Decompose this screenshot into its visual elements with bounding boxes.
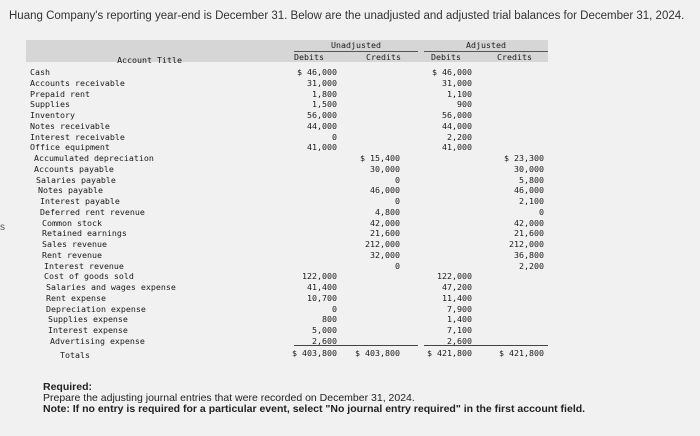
adjusted-debit-total: $ 421,800: [427, 348, 472, 358]
adjusted-debit-cell: 56,000: [442, 110, 472, 120]
unadjusted-credit-cell: 21,600: [370, 228, 400, 239]
unadjusted-credit-cell: 0: [395, 260, 400, 271]
required-title: Required:: [43, 381, 93, 393]
account-name: Accounts payable: [34, 163, 114, 174]
account-name: Prepaid rent: [30, 88, 90, 99]
unadjusted-credits-header: Credits: [366, 52, 401, 62]
adjusted-debit-cell: 7,900: [447, 303, 472, 314]
adjusted-credits-header: Credits: [497, 52, 532, 62]
account-name: Cost of goods sold: [44, 271, 134, 282]
unadjusted-credit-cell: 0: [395, 174, 400, 185]
adjusted-credit-cell: 212,000: [509, 239, 544, 249]
account-name: Interest expense: [48, 325, 128, 335]
adjusted-debit-cell: 11,400: [442, 292, 472, 303]
required-section: [43, 382, 585, 415]
trial-balance-table: [26, 38, 548, 366]
unadjusted-debit-cell: 10,700: [307, 292, 337, 303]
unadjusted-credit-cell: 0: [395, 196, 400, 206]
unadjusted-debit-cell: 31,000: [307, 77, 337, 88]
adjusted-debit-cell: 1,100: [447, 88, 472, 99]
adjusted-credit-total: $ 421,800: [499, 348, 544, 358]
adjusted-debit-cell: 1,400: [447, 314, 472, 325]
adjusted-debit-cell: 47,200: [442, 282, 472, 292]
adjusted-debit-cell: 41,000: [442, 142, 472, 153]
unadjusted-credit-cell: 4,800: [375, 206, 400, 217]
unadjusted-header: Unadjusted: [331, 40, 381, 50]
adjusted-header: Adjusted: [466, 40, 506, 50]
unadjusted-debit-cell: 44,000: [307, 120, 337, 131]
account-name: Rent expense: [46, 292, 106, 303]
adjusted-credit-cell: 2,200: [519, 260, 544, 271]
unadjusted-debit-cell: 0: [332, 131, 337, 142]
required-note: Note: If no entry is required for a particular event, select "No journal entry required" in the first account field.: [43, 403, 586, 415]
adjusted-debit-cell: 7,100: [447, 325, 472, 335]
unadjusted-debit-cell: 2,600: [312, 335, 337, 346]
unadjusted-debit-cell: 1,800: [312, 88, 337, 99]
unadjusted-debit-cell: 41,400: [307, 282, 337, 292]
adjusted-debit-cell: 122,000: [437, 271, 472, 282]
unadjusted-debit-cell: 122,000: [302, 271, 337, 282]
adjusted-debit-cell: 900: [457, 99, 472, 110]
account-name: Sales revenue: [42, 239, 107, 249]
account-title-header: Account Title: [117, 55, 182, 65]
unadjusted-credit-cell: $ 15,400: [360, 153, 400, 163]
unadjusted-debit-cell: 5,000: [312, 325, 337, 335]
account-name: Supplies: [30, 99, 70, 110]
account-name: Inventory: [30, 110, 75, 120]
unadjusted-credit-cell: 32,000: [370, 249, 400, 260]
account-name: Interest payable: [40, 196, 120, 206]
unadjusted-debit-cell: 56,000: [307, 110, 337, 120]
unadjusted-debit-cell: 800: [322, 314, 337, 325]
adjusted-credit-cell: 30,000: [514, 163, 544, 174]
account-name: Office equipment: [30, 142, 110, 153]
account-name: Deferred rent revenue: [40, 206, 145, 217]
account-name: Notes receivable: [30, 120, 110, 131]
account-name: Salaries payable: [36, 174, 116, 185]
unadjusted-debit-cell: 1,500: [312, 99, 337, 110]
adjusted-debit-cell: 31,000: [442, 77, 472, 88]
account-name: Common stock: [42, 217, 102, 228]
account-name: Advertising expense: [50, 335, 145, 346]
unadjusted-credit-total: $ 403,800: [355, 348, 400, 358]
adjusted-credit-cell: 46,000: [514, 185, 544, 196]
adjusted-credit-cell: 36,800: [514, 249, 544, 260]
account-name: Notes payable: [38, 185, 103, 196]
adjusted-debits-header: Debits: [431, 52, 461, 62]
adjusted-credit-cell: 5,800: [519, 174, 544, 185]
account-name: Depreciation expense: [46, 303, 146, 314]
totals-label: Totals: [60, 350, 90, 360]
unadjusted-credit-cell: 46,000: [370, 185, 400, 196]
account-name: Cash: [30, 67, 50, 77]
adjusted-debit-cell: $ 46,000: [432, 67, 472, 77]
adjusted-credit-cell: 21,600: [514, 228, 544, 239]
adjusted-debit-cell: 2,600: [447, 335, 472, 346]
unadjusted-debit-total: $ 403,800: [292, 348, 337, 358]
adjusted-credit-cell: 42,000: [514, 217, 544, 228]
left-edge-mark: s: [0, 222, 5, 233]
unadjusted-debit-cell: 0: [332, 303, 337, 314]
unadjusted-debit-cell: $ 46,000: [297, 67, 337, 77]
adjusted-debit-cell: 2,200: [447, 131, 472, 142]
account-name: Supplies expense: [48, 314, 128, 325]
adjusted-credit-cell: $ 23,300: [504, 153, 544, 163]
account-name: Accounts receivable: [30, 77, 125, 88]
account-name: Accumulated depreciation: [34, 153, 154, 163]
unadjusted-credit-cell: 30,000: [370, 163, 400, 174]
account-name: Interest receivable: [30, 131, 125, 142]
adjusted-credit-cell: 2,100: [519, 196, 544, 206]
unadjusted-debits-header: Debits: [294, 52, 324, 62]
adjusted-debit-cell: 44,000: [442, 120, 472, 131]
account-name: Rent revenue: [42, 249, 102, 260]
required-instruction: Prepare the adjusting journal entries that were recorded on December 31, 2024.: [43, 392, 415, 404]
unadjusted-debit-cell: 41,000: [307, 142, 337, 153]
adjusted-credit-cell: 0: [539, 206, 544, 217]
unadjusted-credit-cell: 212,000: [365, 239, 400, 249]
account-name: Interest revenue: [44, 260, 124, 271]
account-name: Salaries and wages expense: [46, 282, 176, 292]
unadjusted-credit-cell: 42,000: [370, 217, 400, 228]
intro-text: Huang Company's reporting year-end is December 31. Below are the unadjusted and adjusted trial balances for December 31, 2024.: [9, 10, 685, 22]
account-name: Retained earnings: [42, 228, 127, 239]
